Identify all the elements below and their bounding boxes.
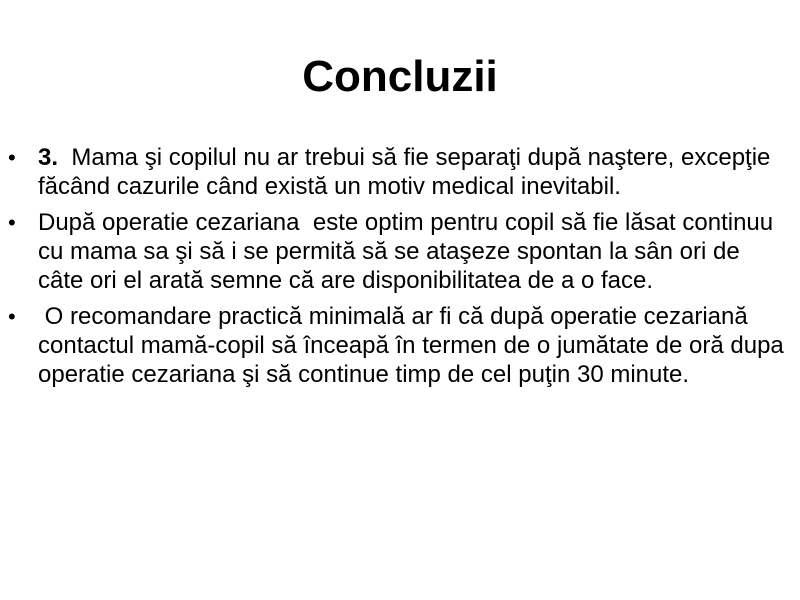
bullet-item-1 (8, 143, 790, 201)
bullet-text: O recomandare practică minimală ar fi că după operatie cezariană contactul mamă-copil să înceapă în termen de o jumătate de oră dupa operatie cezariana şi să continue timp de cel puţin 30 minute. (38, 303, 791, 388)
bullet-text: După operatie cezariana este optim pentru copil să fie lăsat continuu cu mama sa şi să i se permită să se ataşeze spontan la sân ori de câte ori el arată semne că are disponibilitatea de a o face. (38, 209, 780, 294)
bullet-list (8, 143, 791, 396)
bullet-icon: • (8, 304, 16, 329)
bullet-text: Mama şi copilul nu ar trebui să fie separaţi după naştere, excepţie făcând cazurile când există un motiv medical inevitabil. (38, 144, 778, 200)
bullet-icon: • (8, 210, 16, 235)
bullet-item-2 (8, 208, 790, 295)
slide-title: Concluzii (302, 52, 498, 101)
bullet-icon: • (8, 145, 16, 170)
bullet-number: 3. (38, 144, 59, 171)
bullet-item-3 (8, 302, 791, 389)
